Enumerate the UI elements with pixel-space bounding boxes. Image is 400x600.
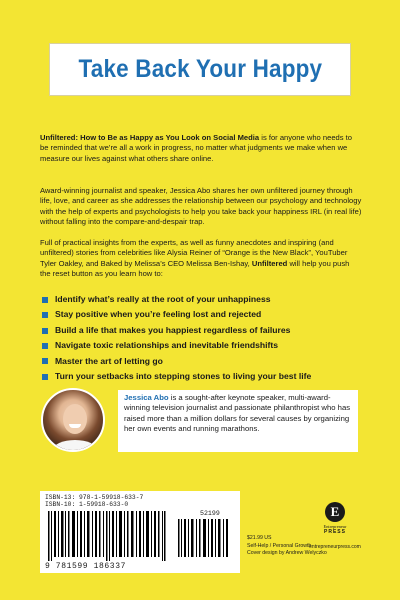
headline: Take Back Your Happy (78, 55, 322, 83)
list-item (42, 338, 362, 353)
barcode-digits: 9 781599 186337 (45, 562, 127, 571)
bullet-square-icon (42, 374, 48, 380)
headline-box (49, 43, 351, 96)
list-item (42, 292, 362, 307)
list-item (42, 307, 362, 322)
cover-credit: Cover design by Andrew Welyczko (247, 550, 327, 557)
isbn-10: ISBN-10: 1-59918-633-0 (45, 501, 129, 509)
author-photo (41, 388, 105, 452)
category: Self-Help / Personal Growth (247, 542, 312, 549)
benefits-list (42, 292, 362, 384)
list-item-label: Stay positive when you’re feeling lost and rejected (55, 309, 262, 320)
barcode-box (40, 491, 240, 573)
author-photo-shirt (53, 440, 97, 452)
intro-text: is for anyone who needs to be reminded that we’re all a work in progress, no matter what judgments we make when we measure our lives against what others share online. (40, 133, 353, 163)
list-item-label: Master the art of letting go (55, 355, 163, 366)
barcode (48, 511, 233, 563)
insights-text-after: will help you push the reset button as you learn how to: (40, 258, 350, 279)
bullet-square-icon (42, 297, 48, 303)
insights-title: Unfiltered (251, 258, 288, 268)
intro-paragraph (40, 133, 362, 164)
bullet-square-icon (42, 328, 48, 334)
publisher-url: entrepreneurpress.com (309, 544, 361, 550)
publisher-logo-icon: E (325, 502, 345, 522)
price: $21.99 US (247, 535, 272, 541)
author-bio (118, 390, 358, 452)
isbn-13: ISBN-13: 978-1-59918-633-7 (45, 494, 144, 501)
publisher (300, 502, 370, 550)
author-photo-face (63, 404, 87, 434)
book-title: Unfiltered: How to Be as Happy as You Look on Social Media (40, 133, 260, 142)
publisher-name: Entrepreneur (323, 524, 347, 529)
insights-paragraph (40, 238, 362, 280)
bullet-square-icon (42, 343, 48, 349)
list-item-label: Build a life that makes you happiest regardless of failures (55, 324, 291, 335)
author-bio-text: is a sought-after keynote speaker, multi-award-winning television journalist and passionate philanthropist who has raised more than a million dollars for several causes by organizing her own events and running marathons. (124, 393, 351, 434)
publisher-press: PRESS (324, 529, 346, 535)
list-item (42, 369, 362, 384)
list-item-label: Navigate toxic relationships and inevitable friendshifts (55, 340, 279, 351)
author-name: Jessica Abo (124, 393, 169, 402)
list-item (42, 354, 362, 369)
insights-text-before: Full of practical insights from the experts, as well as funny anecdotes and inspiring (and unfiltered) stories from celebrities like Alysia Reiner of “Orange is the New Black”, YouTuber Tyler Oakley, and Baked by Melissa’s CEO Melissa Ben-Ishay, (40, 238, 348, 268)
bullet-square-icon (42, 312, 48, 318)
bullet-square-icon (42, 358, 48, 364)
price-code: 52199 (200, 510, 220, 517)
author-paragraph: Award-winning journalist and speaker, Jessica Abo shares her own unfiltered journey through life, love, and career as she addresses the relationship between our psychology and technology with the help of experts and psychologists to help you take back your happiness IRL (in real life) without falling into the compare-and-despair trap. (40, 186, 362, 227)
list-item-label: Identify what’s really at the root of your unhappiness (55, 294, 271, 304)
list-item-label: Turn your setbacks into stepping stones to living your best life (55, 371, 312, 382)
list-item (42, 323, 362, 338)
